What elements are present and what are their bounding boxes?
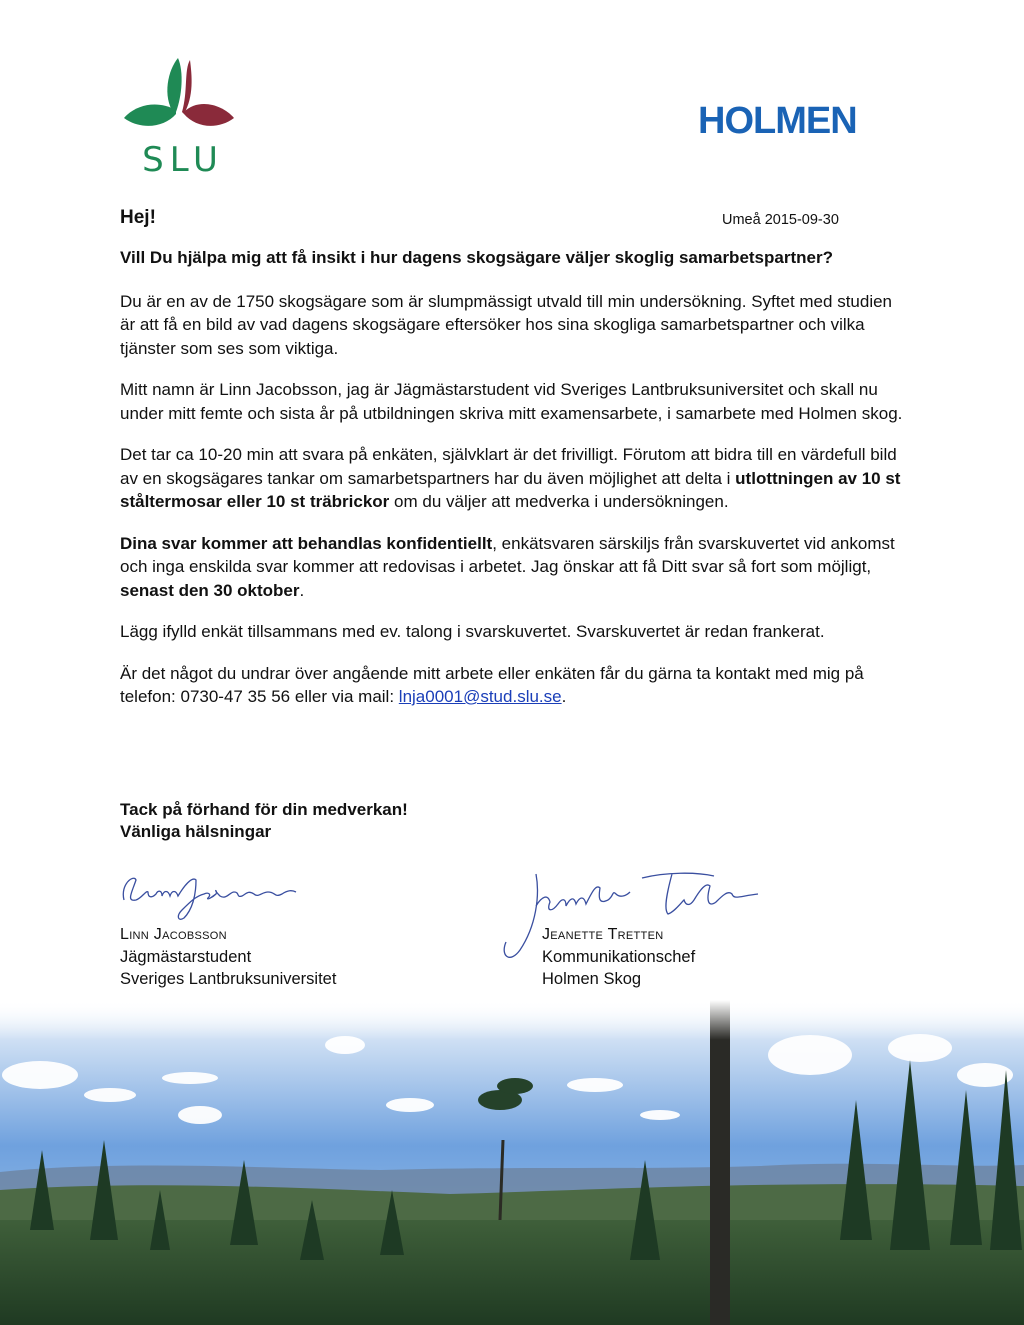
paragraph-survey	[120, 443, 910, 514]
slu-logo	[118, 52, 242, 182]
signature-block-linn	[120, 924, 336, 990]
paragraph-confidential	[120, 532, 910, 603]
paragraph-contact-text-b: .	[561, 687, 567, 706]
signer-name: Linn Jacobsson	[120, 926, 227, 943]
signer-title: Kommunikationschef	[542, 948, 696, 966]
email-link[interactable]: lnja0001@stud.slu.se	[398, 687, 562, 706]
forest-photo-icon	[0, 1000, 1024, 1325]
thanks-line: Tack på förhand för din medverkan!	[120, 800, 408, 819]
paragraph-survey-text-a: Det tar ca 10-20 min att svara på enkäten, självklart är det frivilligt. Förutom att bidra till en värdefull bild av en skogsägares tankar om samarbetspartners har du även möjlighet att delta i	[120, 445, 897, 488]
paragraph-contact-text-a: Är det något du undrar över angående mitt arbete eller enkäten får du gärna ta kontakt med mig på telefon: 0730-47 35 56 eller via mail:	[120, 663, 864, 706]
paragraph-survey-text-b: om du väljer att medverka i undersökningen.	[389, 492, 729, 511]
signer-name: Jeanette Tretten	[542, 926, 664, 943]
slu-leaf-emblem-icon	[118, 52, 242, 142]
confidential-text: Dina svar kommer att behandlas konfidentiellt	[120, 533, 493, 553]
paragraph-author: Mitt namn är Linn Jacobsson, jag är Jägmästarstudent vid Sveriges Lantbruksuniversitet och skall nu under mitt femte och sista år på utbildningen skriva mitt examensarbete, i samarbete med Holmen skog.	[120, 380, 903, 423]
greeting: Hej!	[120, 207, 156, 228]
closing	[120, 799, 408, 843]
dateline: Umeå 2015-09-30	[722, 212, 839, 228]
signature-block-jeanette	[542, 924, 695, 990]
prize-text: utlottningen av 10 st ståltermosar eller 10 st träbrickor	[120, 468, 901, 511]
letter-body	[120, 246, 910, 727]
forest-landscape-image	[0, 1000, 1024, 1325]
paragraph-contact	[120, 662, 910, 709]
paragraph-confidential-text-b: .	[299, 580, 305, 600]
signer-org: Sveriges Lantbruksuniversitet	[120, 970, 337, 988]
deadline-text: senast den 30 oktober	[120, 580, 300, 600]
regards-line: Vänliga hälsningar	[120, 822, 272, 841]
slu-wordmark: SLU	[142, 140, 224, 180]
headline: Vill Du hjälpa mig att få insikt i hur dagens skogsägare väljer skoglig samarbetspartner?	[120, 248, 833, 267]
signer-org: Holmen Skog	[542, 970, 642, 988]
holmen-logo: HOLMEN	[698, 100, 857, 142]
paragraph-envelope: Lägg ifylld enkät tillsammans med ev. talong i svarskuvertet. Svarskuvertet är redan frankerat.	[120, 622, 825, 641]
paragraph-confidential-text-a: , enkätsvaren särskiljs från svarskuvertet vid ankomst och inga enskilda svar kommer att redovisas i arbetet. Jag önskar att få Ditt svar så fort som möjligt,	[120, 533, 895, 576]
signer-title: Jägmästarstudent	[120, 948, 252, 966]
signature-linn-jacobsson-icon	[112, 866, 312, 926]
paragraph-intro: Du är en av de 1750 skogsägare som är slumpmässigt utvald till min undersökning. Syftet med studien är att få en bild av vad dagens skogsägare eftersöker hos sina skogliga samarbetspartner och vilka tjänster som ses som viktiga.	[120, 291, 893, 358]
